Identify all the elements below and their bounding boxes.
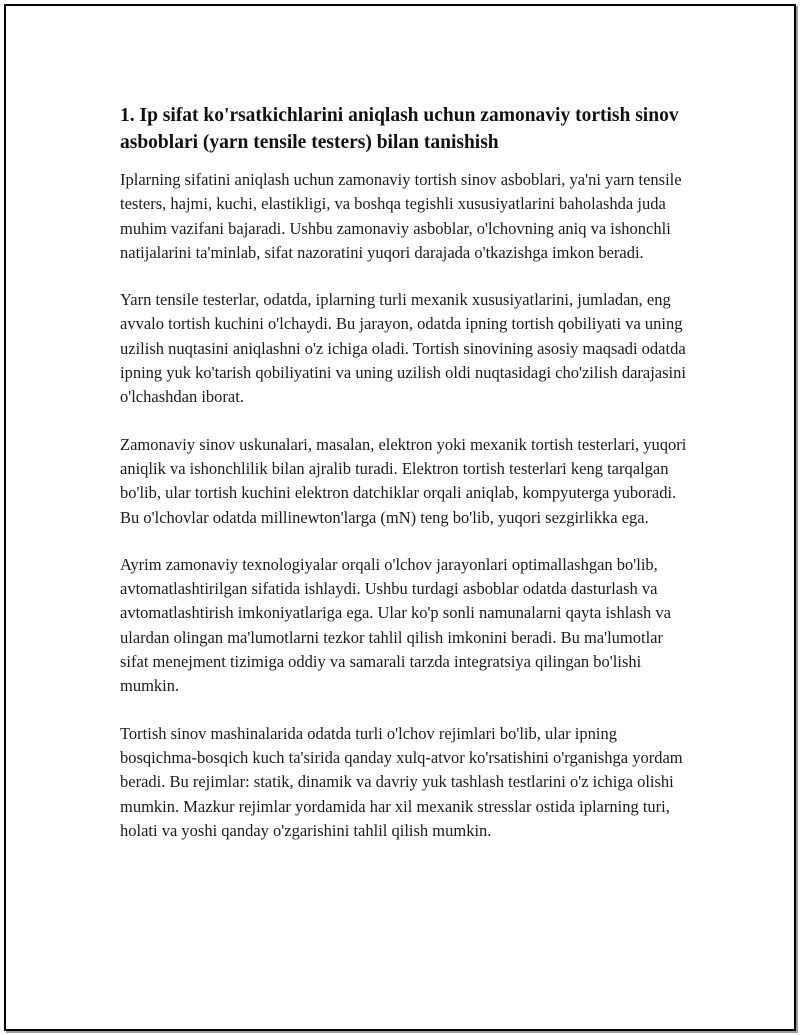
paragraph-3: Zamonaviy sinov uskunalari, masalan, elektron yoki mexanik tortish testerlari, yuqori aniqlik va ishonchlilik bilan ajralib turadi. Elektron tortish testerlari keng tarqalgan bo'lib, ular tortish kuchini elektron datchiklar orqali aniqlab, kompyuterga yuboradi. Bu o'lchovlar odatda millinewton'larga (mN) teng bo'lib, yuqori sezgirlikka ega.: [120, 434, 687, 527]
paragraph-5: Tortish sinov mashinalarida odatda turli o'lchov rejimlari bo'lib, ular ipning bosqichma-bosqich kuch ta'sirida qanday xulq-atvor ko'rsatishini o'rganishga yordam beradi. Bu rejimlar: statik, dinamik va davriy yuk tashlash testlarini o'z ichiga olishi mumkin. Mazkur rejimlar yordamida har xil mexanik stresslar ostida iplarning turi, holati va yoshi qanday o'zgarishini tahlil qilish mumkin.: [120, 723, 683, 840]
document-title: 1. Ip sifat ko'rsatkichlarini aniqlash uchun zamonaviy tortish sinov asboblari (yarn tensile testers) bilan tanishish: [120, 105, 679, 153]
paragraph-1: Iplarning sifatini aniqlash uchun zamonaviy tortish sinov asboblari, ya'ni yarn tensile testers, hajmi, kuchi, elastikligi, va boshqa tegishli xususiyatlarini baholashda juda muhim vazifani bajaradi. Ushbu zamonaviy asboblar, o'lchovning aniq va ishonchli natijalarini ta'minlab, sifat nazoratini yuqori darajada o'tkazishga imkon beradi.: [120, 170, 682, 262]
paragraph-4: Ayrim zamonaviy texnologiyalar orqali o'lchov jarayonlari optimallashgan bo'lib, avtomatlashtirilgan sifatida ishlaydi. Ushbu turdagi asboblar odatda dasturlash va avtomatlashtirish imkoniyatlariga ega. Ular ko'p sonli namunalarni qayta ishlash va ulardan olingan ma'lumotlarni tezkor tahlil qilish imkonini beradi. Bu ma'lumotlar sifat menejment tizimiga oddiy va samarali tarzda integratsiya qilingan bo'lishi mumkin.: [120, 554, 672, 696]
document-body: [120, 102, 690, 866]
paragraph-2: Yarn tensile testerlar, odatda, iplarning turli mexanik xususiyatlarini, jumladan, eng avvalo tortish kuchini o'lchaydi. Bu jarayon, odatda ipning tortish qobiliyati va uning uzilish nuqtasini aniqlashni o'z ichiga oladi. Tortish sinovining asosiy maqsadi odatda ipning yuk ko'tarish qobiliyatini va uning uzilish oldi nuqtasidagi cho'zilish darajasini o'lchashdan iborat.: [120, 290, 686, 407]
document-page: [4, 4, 796, 1031]
